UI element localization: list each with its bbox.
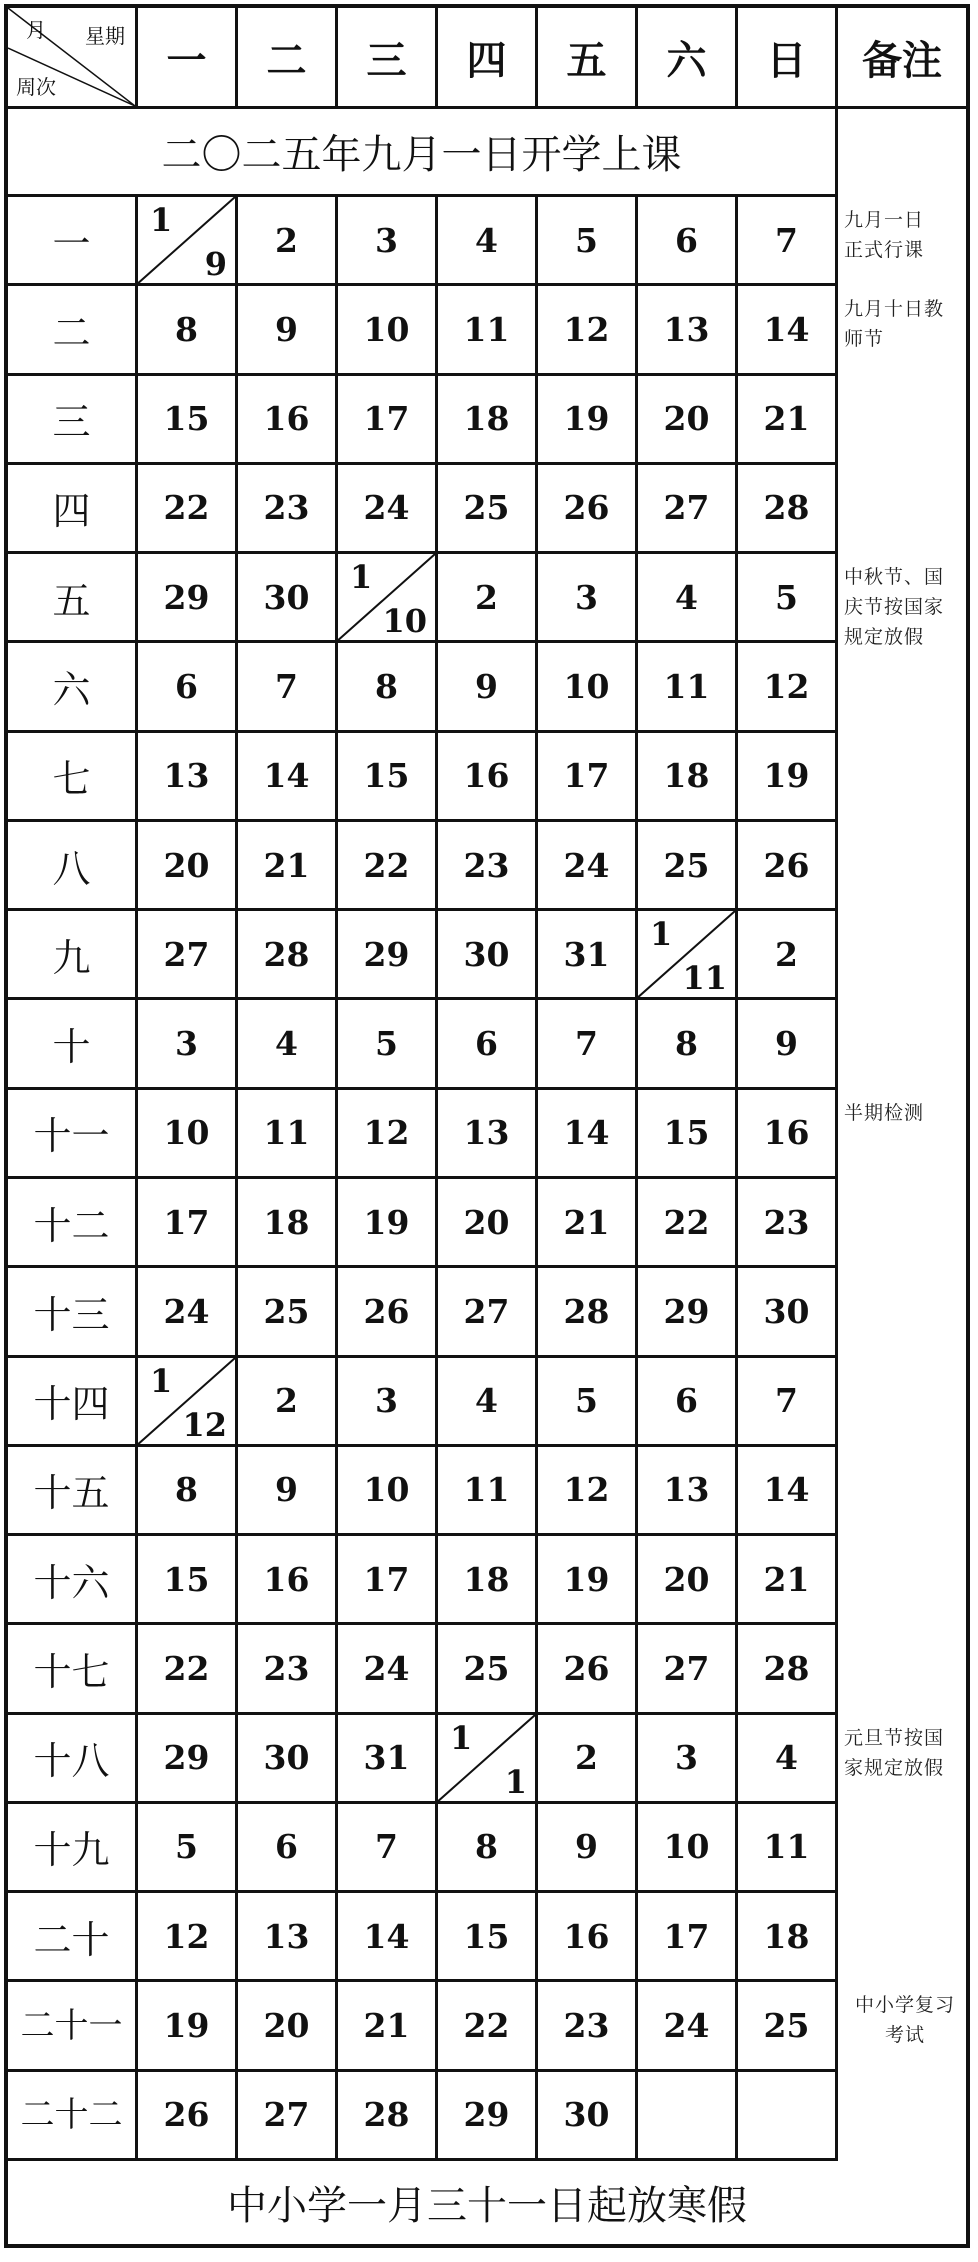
day-cell-sun: 21 [738,376,838,465]
day-cell-sat: 8 [638,1000,738,1089]
day-cell-wed: 26 [338,1268,438,1357]
corner-month-label: 月 [26,18,46,42]
day-cell-mon: 6 [138,643,238,732]
month-start-cell-mon [138,197,238,286]
day-cell-wed: 17 [338,376,438,465]
day-cell-sat: 24 [638,1982,738,2071]
day-cell-fri: 14 [538,1090,638,1179]
winter-break-banner: 中小学一月三十一日起放寒假 [227,2182,747,2229]
day-cell-wed: 3 [338,197,438,286]
week-label: 二十二 [8,2072,138,2161]
day-cell-sun: 18 [738,1893,838,1982]
day-cell-mon: 13 [138,733,238,822]
day-cell-mon: 10 [138,1090,238,1179]
day-cell-tue: 16 [238,376,338,465]
day-cell-thu: 27 [438,1268,538,1357]
week-label: 九 [8,911,138,1000]
day-cell-thu: 9 [438,643,538,732]
remark-line: 半期检测 [844,1101,925,1124]
day-number: 1 [650,915,673,954]
day-cell-sat: 27 [638,465,738,554]
week-label: 十三 [8,1268,138,1357]
week-label: 十 [8,1000,138,1089]
month-number: 11 [682,959,727,998]
day-cell-fri: 5 [538,1358,638,1447]
day-cell-wed: 5 [338,1000,438,1089]
month-start-cell-wed [338,554,438,643]
remarks-column [838,109,966,2160]
day-cell-sat: 18 [638,733,738,822]
remark-line: 中秋节、国 [844,566,945,589]
day-cell-fri: 31 [538,911,638,1000]
day-cell-fri: 26 [538,1625,638,1714]
week-label: 十五 [8,1447,138,1536]
day-cell-sat: 3 [638,1715,738,1804]
day-cell-thu: 25 [438,1625,538,1714]
day-number: 1 [350,558,373,597]
week-label: 十八 [8,1715,138,1804]
day-cell-sat: 20 [638,1536,738,1625]
day-cell-tue: 2 [238,197,338,286]
remarks-header: 备注 [838,8,966,109]
day-cell-mon: 27 [138,911,238,1000]
day-cell-mon: 24 [138,1268,238,1357]
day-cell-fri: 12 [538,1447,638,1536]
day-cell-mon: 22 [138,465,238,554]
day-cell-wed: 31 [338,1715,438,1804]
week-label: 七 [8,733,138,822]
remark-note [844,562,966,652]
day-cell-fri: 19 [538,1536,638,1625]
week-label: 二十一 [8,1982,138,2071]
day-cell-sun: 25 [738,1982,838,2071]
day-cell-thu: 22 [438,1982,538,2071]
day-cell-sat: 17 [638,1893,738,1982]
corner-weekday-label: 星期 [85,24,125,48]
week-label: 五 [8,554,138,643]
day-cell-sun: 16 [738,1090,838,1179]
remark-line: 规定放假 [844,626,925,649]
week-label: 十六 [8,1536,138,1625]
day-cell-sat: 27 [638,1625,738,1714]
weekday-header-fri: 五 [538,8,638,109]
day-cell-thu: 15 [438,1893,538,1982]
day-cell-tue: 4 [238,1000,338,1089]
day-cell-thu: 30 [438,911,538,1000]
day-cell-sun: 14 [738,286,838,375]
weekday-header-tue: 二 [238,8,338,109]
day-cell-sun: 21 [738,1536,838,1625]
day-cell-thu: 4 [438,1358,538,1447]
remark-line: 九月十日教 [844,298,945,321]
day-cell-sat: 6 [638,1358,738,1447]
day-cell-sun: 7 [738,197,838,286]
day-cell-thu: 25 [438,465,538,554]
remark-note [844,294,966,354]
day-cell-wed: 29 [338,911,438,1000]
day-cell-tue: 23 [238,465,338,554]
day-cell-sat: 10 [638,1804,738,1893]
day-cell-mon: 20 [138,822,238,911]
day-cell-thu: 18 [438,1536,538,1625]
day-cell-mon: 15 [138,1536,238,1625]
day-cell-thu: 29 [438,2072,538,2161]
day-cell-sat: 20 [638,376,738,465]
day-cell-mon: 8 [138,1447,238,1536]
day-cell-wed: 22 [338,822,438,911]
day-cell-mon: 26 [138,2072,238,2161]
day-cell-mon: 5 [138,1804,238,1893]
weekday-header-wed: 三 [338,8,438,109]
week-label: 一 [8,197,138,286]
day-cell-sun: 30 [738,1268,838,1357]
remark-line: 庆节按国家 [844,596,945,619]
day-cell-tue: 23 [238,1625,338,1714]
day-cell-sun: 7 [738,1358,838,1447]
weekday-header-sun: 日 [738,8,838,109]
day-cell-tue: 21 [238,822,338,911]
day-cell-sat: 22 [638,1179,738,1268]
corner-week-number-label: 周次 [16,75,56,99]
remark-line: 九月一日 [844,209,925,231]
weekday-header-thu: 四 [438,8,538,109]
day-number: 1 [150,1361,173,1400]
day-cell-tue: 16 [238,1536,338,1625]
week-label: 十四 [8,1358,138,1447]
day-cell-sun: 11 [738,1804,838,1893]
day-cell-sun: 19 [738,733,838,822]
day-number: 1 [450,1718,473,1757]
day-cell-tue: 2 [238,1358,338,1447]
day-cell-tue: 30 [238,554,338,643]
day-cell-sun: 28 [738,465,838,554]
day-cell-tue: 9 [238,286,338,375]
day-cell-tue: 6 [238,1804,338,1893]
day-cell-mon: 17 [138,1179,238,1268]
term-start-banner: 二〇二五年九月一日开学上课 [8,109,838,197]
weekday-header-mon: 一 [138,8,238,109]
corner-header-cell [8,8,138,109]
week-label: 八 [8,822,138,911]
day-cell-wed: 24 [338,1625,438,1714]
day-cell-thu: 18 [438,376,538,465]
week-label: 十九 [8,1804,138,1893]
day-cell-sun: 4 [738,1715,838,1804]
day-cell-fri: 19 [538,376,638,465]
day-cell-wed: 17 [338,1536,438,1625]
day-cell-sun: 23 [738,1179,838,1268]
day-cell-sun: 26 [738,822,838,911]
day-cell-sat: 13 [638,1447,738,1536]
month-number: 10 [382,602,427,641]
day-cell-thu: 23 [438,822,538,911]
remark-line: 师节 [844,328,885,351]
day-cell-fri: 2 [538,1715,638,1804]
day-cell-fri: 17 [538,733,638,822]
remark-line: 考试 [884,2024,925,2047]
day-cell-thu: 11 [438,286,538,375]
day-cell-tue: 9 [238,1447,338,1536]
day-cell-sat: 25 [638,822,738,911]
day-cell-thu: 16 [438,733,538,822]
day-cell-fri: 24 [538,822,638,911]
day-cell-thu: 20 [438,1179,538,1268]
day-cell-tue: 14 [238,733,338,822]
day-cell-fri: 16 [538,1893,638,1982]
week-label: 二十 [8,1893,138,1982]
day-cell-sun: 12 [738,643,838,732]
day-cell-sat: 6 [638,197,738,286]
day-cell-tue: 11 [238,1090,338,1179]
remark-note [844,1098,966,1128]
day-cell-sat: 13 [638,286,738,375]
day-number: 1 [150,201,173,239]
week-label: 十一 [8,1090,138,1179]
day-cell-wed: 15 [338,733,438,822]
day-cell-sun: 5 [738,554,838,643]
day-cell-thu: 2 [438,554,538,643]
remark-line: 中小学复习 [854,1994,955,2017]
month-start-cell-sat [638,911,738,1000]
day-cell-sun [738,2072,838,2161]
week-label: 六 [8,643,138,732]
day-cell-sun: 9 [738,1000,838,1089]
month-number: 1 [504,1762,527,1801]
day-cell-tue: 28 [238,911,338,1000]
day-cell-thu: 6 [438,1000,538,1089]
day-cell-fri: 30 [538,2072,638,2161]
day-cell-sat: 11 [638,643,738,732]
day-cell-wed: 24 [338,465,438,554]
day-cell-tue: 30 [238,1715,338,1804]
day-cell-sun: 14 [738,1447,838,1536]
day-cell-wed: 8 [338,643,438,732]
month-number: 9 [204,245,227,284]
week-label: 三 [8,376,138,465]
day-cell-thu: 4 [438,197,538,286]
day-cell-fri: 7 [538,1000,638,1089]
day-cell-thu: 11 [438,1447,538,1536]
day-cell-wed: 3 [338,1358,438,1447]
day-cell-wed: 12 [338,1090,438,1179]
day-cell-fri: 9 [538,1804,638,1893]
school-calendar-table [4,4,970,2248]
day-cell-mon: 8 [138,286,238,375]
day-cell-fri: 10 [538,643,638,732]
day-cell-sun: 28 [738,1625,838,1714]
day-cell-mon: 29 [138,1715,238,1804]
remark-note [844,205,966,265]
day-cell-mon: 15 [138,376,238,465]
day-cell-fri: 26 [538,465,638,554]
day-cell-sat: 29 [638,1268,738,1357]
day-cell-wed: 21 [338,1982,438,2071]
day-cell-sat: 15 [638,1090,738,1179]
day-cell-fri: 28 [538,1268,638,1357]
remark-line: 正式行课 [844,239,925,261]
day-cell-mon: 12 [138,1893,238,1982]
day-cell-mon: 19 [138,1982,238,2071]
day-cell-wed: 19 [338,1179,438,1268]
day-cell-fri: 12 [538,286,638,375]
day-cell-sat [638,2072,738,2161]
day-cell-mon: 29 [138,554,238,643]
day-cell-tue: 7 [238,643,338,732]
month-number: 12 [182,1405,227,1444]
week-label: 十二 [8,1179,138,1268]
day-cell-thu: 13 [438,1090,538,1179]
day-cell-tue: 13 [238,1893,338,1982]
month-start-cell-mon [138,1358,238,1447]
remark-line: 家规定放假 [844,1756,945,1779]
day-cell-mon: 22 [138,1625,238,1714]
day-cell-wed: 10 [338,1447,438,1536]
week-label: 四 [8,465,138,554]
day-cell-wed: 10 [338,286,438,375]
day-cell-thu: 8 [438,1804,538,1893]
day-cell-wed: 7 [338,1804,438,1893]
day-cell-tue: 18 [238,1179,338,1268]
remark-note [844,1990,966,2050]
day-cell-fri: 23 [538,1982,638,2071]
day-cell-tue: 25 [238,1268,338,1357]
week-label: 二 [8,286,138,375]
day-cell-tue: 20 [238,1982,338,2071]
day-cell-wed: 14 [338,1893,438,1982]
day-cell-sat: 4 [638,554,738,643]
remark-note [844,1723,966,1783]
day-cell-tue: 27 [238,2072,338,2161]
week-label: 十七 [8,1625,138,1714]
day-cell-fri: 21 [538,1179,638,1268]
day-cell-fri: 3 [538,554,638,643]
month-start-cell-thu [438,1715,538,1804]
day-cell-mon: 3 [138,1000,238,1089]
day-cell-sun: 2 [738,911,838,1000]
day-cell-wed: 28 [338,2072,438,2161]
weekday-header-sat: 六 [638,8,738,109]
remark-line: 元旦节按国 [844,1726,945,1749]
day-cell-fri: 5 [538,197,638,286]
